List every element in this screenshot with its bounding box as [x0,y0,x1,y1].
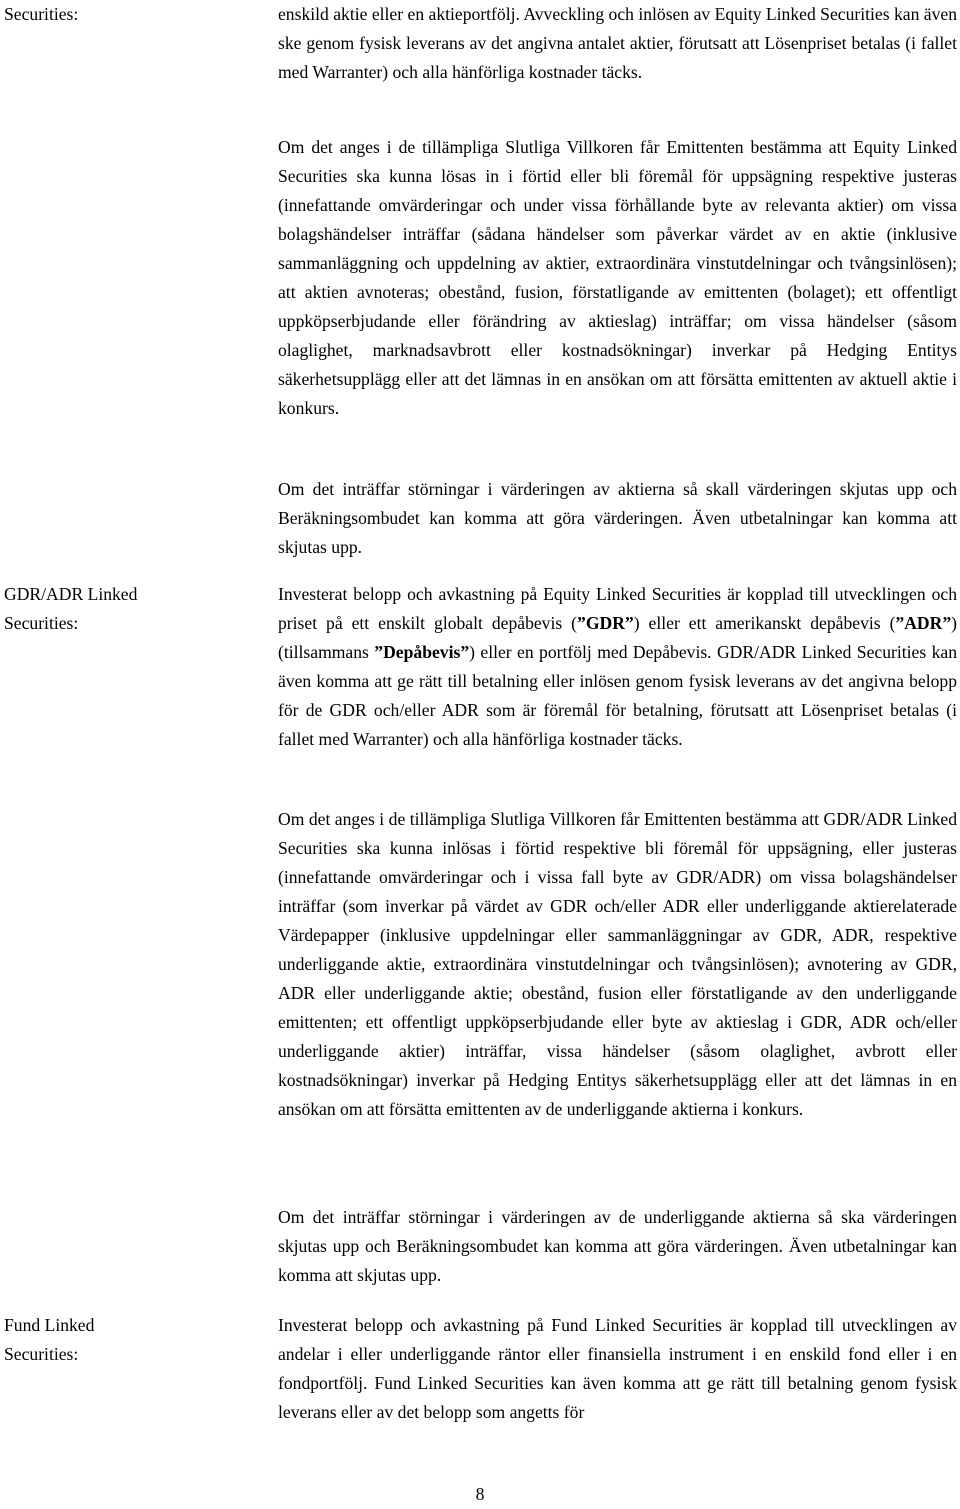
term-label-line: Securities: [4,613,79,633]
term-label-securities [4,0,234,29]
term-label-fund-linked [4,1311,234,1369]
term-label-line: Securities: [4,1344,79,1364]
text-run: ) (tillsammans [278,613,957,662]
text-run: ) eller en portfölj med Depåbevis. GDR/ADR Linked Securities kan även komma att ge rätt till betalning eller inlösen genom fysisk leverans av det angivna belopp för de GDR och/eller ADR som är föremål för betalning, förutsatt att Lösenpriset betalas (i fallet med Warranter) och alla hänförliga kostnader täcks. [278,642,957,749]
term-label-line: GDR/ADR Linked [4,584,138,604]
text-run: ) eller ett amerikanskt depåbevis ( [633,613,896,633]
term-label-gdr-adr [4,580,234,638]
defined-term-gdr: ”GDR” [577,613,634,633]
paragraph-fund-linked-definition: Investerat belopp och avkastning på Fund Linked Securities är kopplad till utvecklingen av andelar i eller underliggande räntor eller finansiella instrument i en enskild fond eller i en fondportfölj. Fund Linked Securities kan även komma att ge rätt till betalning genom fysisk leverans eller av det belopp som angetts för [278,1315,957,1422]
paragraph-gdr-adr-adjustments: Om det anges i de tillämpliga Slutliga Villkoren får Emittenten bestämma att GDR/ADR Linked Securities ska kunna inlösas i förtid respektive bli föremål för uppsägning, eller justeras (innefattande omvärderingar och i vissa fall byte av GDR/ADR) om vissa bolagshändelser inträffar (som inverkar på värdet av GDR och/eller ADR eller underliggande aktierelaterade Värdepapper (inklusive uppdelningar eller sammanläggningar av GDR, ADR, respektive underliggande aktie, extraordinära vinstutdelningar och tvångsinlösen); avnotering av GDR, ADR eller underliggande aktie; obestånd, fusion eller förstatligande av den underliggande emittenten; ett offentligt uppköpserbjudande eller byte av aktieslag i GDR, ADR och/eller underliggande aktier) inträffar, vissa händelser (såsom olaglighet, avbrott eller kostnadsökningar) inverkar på Hedging Entitys säkerhetsupplägg eller att det lämnas in en ansökan om att försätta emittenten av de underliggande aktierna i konkurs. [278,809,957,1119]
paragraph-gdr-adr-disruption: Om det inträffar störningar i värderingen av de underliggande aktierna så ska värderingen skjutas upp och Beräkningsombudet kan komma att göra värderingen. Även utbetalningar kan komma att skjutas upp. [278,1207,957,1285]
term-label-line: Fund Linked [4,1315,95,1335]
paragraph-equity-adjustments: Om det anges i de tillämpliga Slutliga Villkoren får Emittenten bestämma att Equity Linked Securities ska kunna lösas in i förtid eller bli föremål för uppsägning respektive justeras (innefattande omvärderingar och under vissa förhållande byte av relevanta aktier) om vissa bolagshändelser inträffar (sådana händelser som påverkar värdet av en aktie (inklusive sammanläggning och uppdelning av aktier, extraordinära vinstutdelningar och tvångsinlösen); att aktien avnoteras; obestånd, fusion, förstatligande av emittenten (bolaget); ett offentligt uppköpserbjudande eller förändring av aktieslag) inträffar; om vissa händelser (såsom olaglighet, marknadsavbrott eller kostnadsökningar) inverkar på Hedging Entitys säkerhetsupplägg eller att det lämnas in en ansökan om att försätta emittenten av aktuell aktie i konkurs. [278,137,957,418]
text-run: Investerat belopp och avkastning på Equity Linked Securities är kopplad till utvecklingen och priset på ett enskilt globalt depåbevis ( [278,584,957,633]
page-number: 8 [475,1484,485,1504]
defined-term-adr: ”ADR” [895,613,952,633]
defined-term-depabevis: ”Depåbevis” [374,642,470,662]
paragraph-gdr-adr-definition [278,580,957,754]
paragraph-equity-settlement: enskild aktie eller en aktieportfölj. Avveckling och inlösen av Equity Linked Securities kan även ske genom fysisk leverans av det angivna antalet aktier, förutsatt att Lösenpriset betalas (i fallet med Warranter) och alla hänförliga kostnader täcks. [278,4,957,82]
paragraph-equity-disruption: Om det inträffar störningar i värderingen av aktierna så skall värderingen skjutas upp och Beräkningsombudet kan komma att göra värderingen. Även utbetalningar kan komma att skjutas upp. [278,479,957,557]
term-label-line: Securities: [4,4,79,24]
